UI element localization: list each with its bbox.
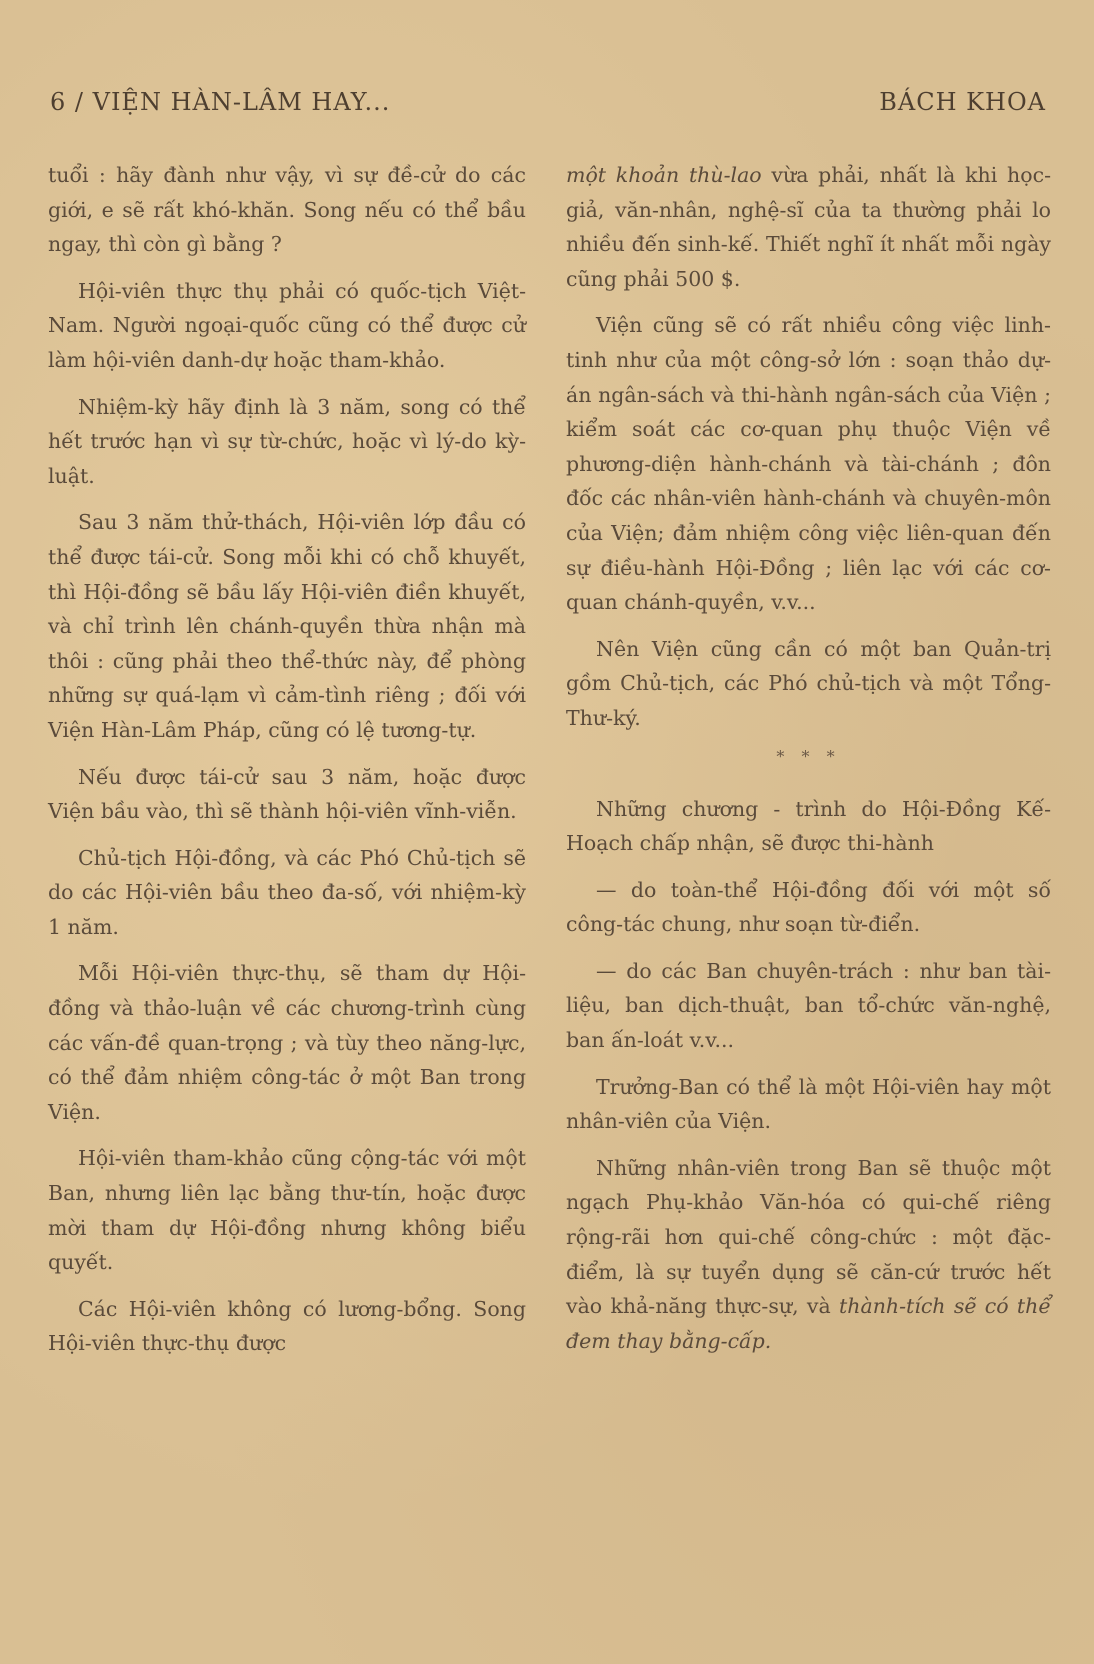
paragraph-text: vừa phải, nhất là khi học-giả, văn-nhân, nghệ-sĩ của ta thường phải lo nhiều đến sinh-kế. Thiết nghĩ ít nhất mỗi ngày cũng phải 500 $. — [566, 163, 1051, 291]
paragraph: tuổi : hãy đành như vậy, vì sự đề-cử do các giới, e sẽ rất khó-khăn. Song nếu có thể bầu ngay, thì còn gì bằng ? — [48, 163, 526, 257]
paragraph: Các Hội-viên không có lương-bổng. Song Hội-viên thực-thụ được — [48, 1296, 526, 1356]
italic-phrase: thành-tích sẽ có thể đem thay bằng-cấp. — [566, 1294, 1051, 1353]
paragraph: Trưởng-Ban có thể là một Hội-viên hay một nhân-viên của Viện. — [566, 1074, 1051, 1134]
paragraph: Nên Viện cũng cần có một ban Quản-trị gồm Chủ-tịch, các Phó chủ-tịch và một Tổng-Thư-ký. — [566, 636, 1051, 730]
right-column — [566, 158, 1051, 1370]
paragraph: — do toàn-thể Hội-đồng đối với một số công-tác chung, như soạn từ-điển. — [566, 877, 1051, 937]
paragraph: Chủ-tịch Hội-đồng, và các Phó Chủ-tịch sẽ do các Hội-viên bầu theo đa-số, với nhiệm-kỳ 1 năm. — [48, 845, 526, 939]
paragraph: — do các Ban chuyên-trách : như ban tài-liệu, ban dịch-thuật, ban tổ-chức văn-nghệ, ban ấn-loát v.v... — [566, 958, 1051, 1053]
section-separator: * * * — [776, 746, 841, 766]
paragraph: Những chương - trình do Hội-Đồng Kế-Hoạch chấp nhận, sẽ được thi-hành — [566, 796, 1051, 856]
left-column — [48, 158, 526, 1373]
paragraph-text: Những nhân-viên trong Ban sẽ thuộc một ngạch Phụ-khảo Văn-hóa có qui-chế riêng rộng-rãi hơn qui-chế công-chức : một đặc-điểm, là sự tuyển dụng sẽ căn-cứ trước hết vào khả-năng thực-sự, và — [566, 1155, 1051, 1319]
paragraph: Hội-viên tham-khảo cũng cộng-tác với một Ban, nhưng liên lạc bằng thư-tín, hoặc được mời tham dự Hội-đồng nhưng không biểu quyết. — [48, 1146, 526, 1275]
paragraph — [566, 1151, 1051, 1359]
paragraph: Hội-viên thực thụ phải có quốc-tịch Việt-Nam. Người ngoại-quốc cũng có thể được cử làm hội-viên danh-dự hoặc tham-khảo. — [48, 278, 526, 372]
italic-phrase: một khoản thù-lao — [566, 163, 762, 187]
paragraph — [566, 158, 1051, 296]
paragraph: Viện cũng sẽ có rất nhiều công việc linh-tinh như của một công-sở lớn : soạn thảo dự-án ngân-sách và thi-hành ngân-sách của Viện ; kiểm soát các cơ-quan phụ thuộc Viện về phương-diện hành-chánh và tài-chánh ; đôn đốc các nhân-viên hành-chánh và chuyên-môn của Viện; đảm nhiệm công việc liên-quan đến sự điều-hành Hội-Đồng ; liên lạc với các cơ-quan chánh-quyền, v.v... — [566, 313, 1051, 615]
page-header — [50, 88, 1046, 128]
paragraph: Nếu được tái-cử sau 3 năm, hoặc được Viện bầu vào, thì sẽ thành hội-viên vĩnh-viễn. — [48, 764, 526, 824]
paragraph: Mỗi Hội-viên thực-thụ, sẽ tham dự Hội-đồng và thảo-luận về các chương-trình cùng các vấn-đề quan-trọng ; và tùy theo năng-lực, có thể đảm nhiệm công-tác ở một Ban trong Viện. — [48, 961, 526, 1124]
paragraph: Sau 3 năm thử-thách, Hội-viên lớp đầu có thể được tái-cử. Song mỗi khi có chỗ khuyết, thì Hội-đồng sẽ bầu lấy Hội-viên điền khuyết, và chỉ trình lên chánh-quyền thừa nhận mà thôi : cũng phải theo thể-thức này, để phòng những sự quá-lạm vì cảm-tình riêng ; đối với Viện Hàn-Lâm Pháp, cũng có lệ tương-tự. — [48, 510, 526, 742]
paragraph: Nhiệm-kỳ hãy định là 3 năm, song có thể hết trước hạn vì sự từ-chức, hoặc vì lý-do kỳ-luật. — [48, 394, 526, 488]
running-head-left: 6 / VIỆN HÀN-LÂM HAY... — [50, 88, 391, 116]
running-head-right: BÁCH KHOA — [879, 88, 1046, 116]
